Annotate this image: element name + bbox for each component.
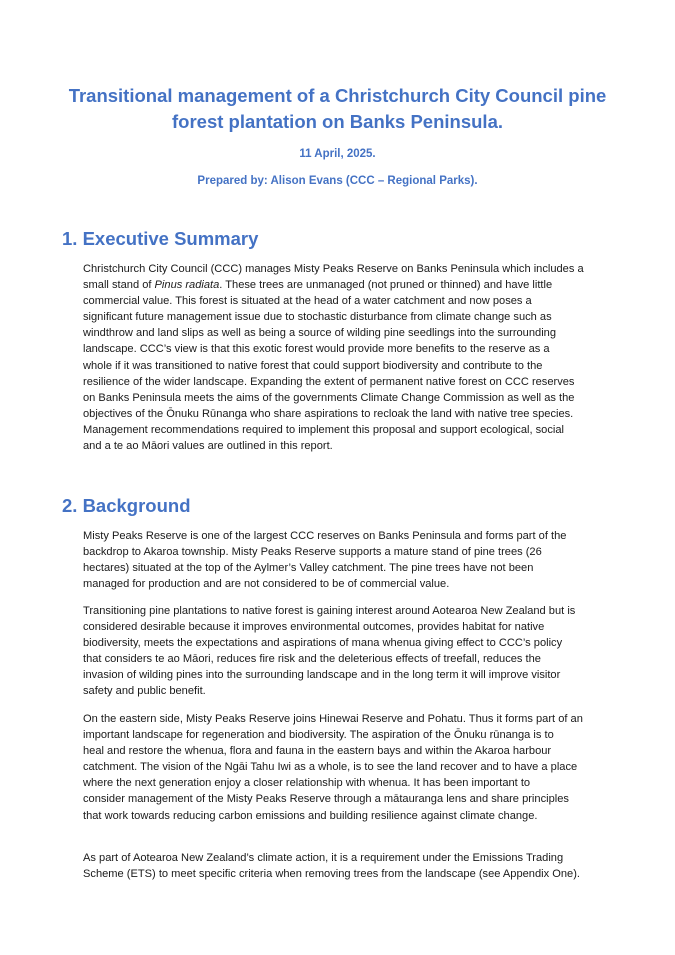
text-line: important landscape for regeneration and biodiversity. The aspiration of the Ōnuku rūnanga is to xyxy=(83,729,554,742)
text-line: and a te ao Māori values are outlined in this report. xyxy=(83,440,333,453)
text-line: where the next generation enjoy a closer relationship with whenua. It has been important to xyxy=(83,777,531,790)
text-line: As part of Aotearoa New Zealand’s climate action, it is a requirement under the Emissions Trading xyxy=(83,852,564,864)
document-title xyxy=(60,83,615,135)
text-line: backdrop to Akaroa township. Misty Peaks Reserve supports a mature stand of pine trees (26 xyxy=(83,546,542,559)
document-author: Prepared by: Alison Evans (CCC – Regional Parks). xyxy=(197,175,478,187)
text-line: heal and restore the whenua, flora and fauna in the eastern bays and within the Akaroa harbour xyxy=(83,745,552,758)
text-line: on Banks Peninsula meets the aims of the governments Climate Change Commission as well as the xyxy=(83,391,575,404)
text-line: Christchurch City Council (CCC) manages Misty Peaks Reserve on Banks Peninsula which includes a xyxy=(83,263,584,275)
text-line: Management recommendations required to implement this proposal and support ecological, social xyxy=(83,423,564,436)
text-line: Transitioning pine plantations to native forest is gaining interest around Aotearoa New Zealand but is xyxy=(83,605,576,617)
section-heading-executive-summary: 1. Executive Summary xyxy=(62,228,259,249)
title-line: forest plantation on Banks Peninsula. xyxy=(172,111,503,132)
document-date: 11 April, 2025. xyxy=(299,148,376,160)
text-line: commercial value. This forest is situated at the head of a water catchment and now poses a xyxy=(83,295,532,308)
text-line xyxy=(83,277,603,293)
executive-summary-paragraph xyxy=(83,261,603,454)
text-line: significant future management issue due to stochastic disturbance from climate change such as xyxy=(83,311,552,324)
text-run: small stand of xyxy=(83,279,155,292)
text-line: consider management of the Misty Peaks Reserve through a mātauranga lens and share principles xyxy=(83,793,569,806)
background-paragraph-3 xyxy=(83,711,603,824)
text-line: catchment. The vision of the Ngāi Tahu Iwi as a whole, is to see the land recover and to have a place xyxy=(83,761,578,774)
background-paragraph-1 xyxy=(83,528,603,592)
text-line: that considers te ao Māori, reduces fire risk and the deleterious effects of treefall, reduces the xyxy=(83,653,541,666)
text-line: windthrow and land slips as well as being a source of wilding pine seedlings into the surrounding xyxy=(83,327,557,340)
text-line: objectives of the Ōnuku Rūnanga who share aspirations to recloak the land with native tree species. xyxy=(83,407,574,420)
text-line: Misty Peaks Reserve is one of the largest CCC reserves on Banks Peninsula and forms part of the xyxy=(83,530,567,542)
text-line: invasion of wilding pines into the surrounding landscape and in the long term it will improve visitor xyxy=(83,669,561,682)
section-heading-background: 2. Background xyxy=(62,495,191,516)
text-line: safety and public benefit. xyxy=(83,685,206,698)
species-name: Pinus radiata xyxy=(154,279,220,292)
text-line: resilience of the wider landscape. Expanding the extent of permanent native forest on CCC reserves xyxy=(83,375,575,388)
text-line: hectares) situated at the top of the Aylmer’s Valley catchment. The pine trees have not been xyxy=(83,562,534,575)
text-line: landscape. CCC’s view is that this exotic forest would provide more benefits to the reserve as a xyxy=(83,343,550,356)
text-line: considered desirable because it improves environmental outcomes, provides habitat for native xyxy=(83,621,545,634)
text-line: On the eastern side, Misty Peaks Reserve joins Hinewai Reserve and Pohatu. Thus it forms part of an xyxy=(83,713,583,725)
background-paragraph-2 xyxy=(83,603,603,700)
background-paragraph-4 xyxy=(83,850,603,882)
title-line: Transitional management of a Christchurch City Council pine xyxy=(68,85,607,106)
text-line: managed for production and are not considered to be of commercial value. xyxy=(83,578,450,591)
text-line: whole if it was transitioned to native forest that could support biodiversity and contribute to the xyxy=(83,359,543,372)
text-line: biodiversity, meets the expectations and aspirations of mana whenua giving effect to CCC’s policy xyxy=(83,637,563,650)
text-line: that work towards reducing carbon emissions and building resilience against climate change. xyxy=(83,809,538,822)
text-run: . These trees are unmanaged (not pruned or thinned) and have little xyxy=(219,279,553,292)
text-line: Scheme (ETS) to meet specific criteria when removing trees from the landscape (see Appendix One). xyxy=(83,868,580,881)
